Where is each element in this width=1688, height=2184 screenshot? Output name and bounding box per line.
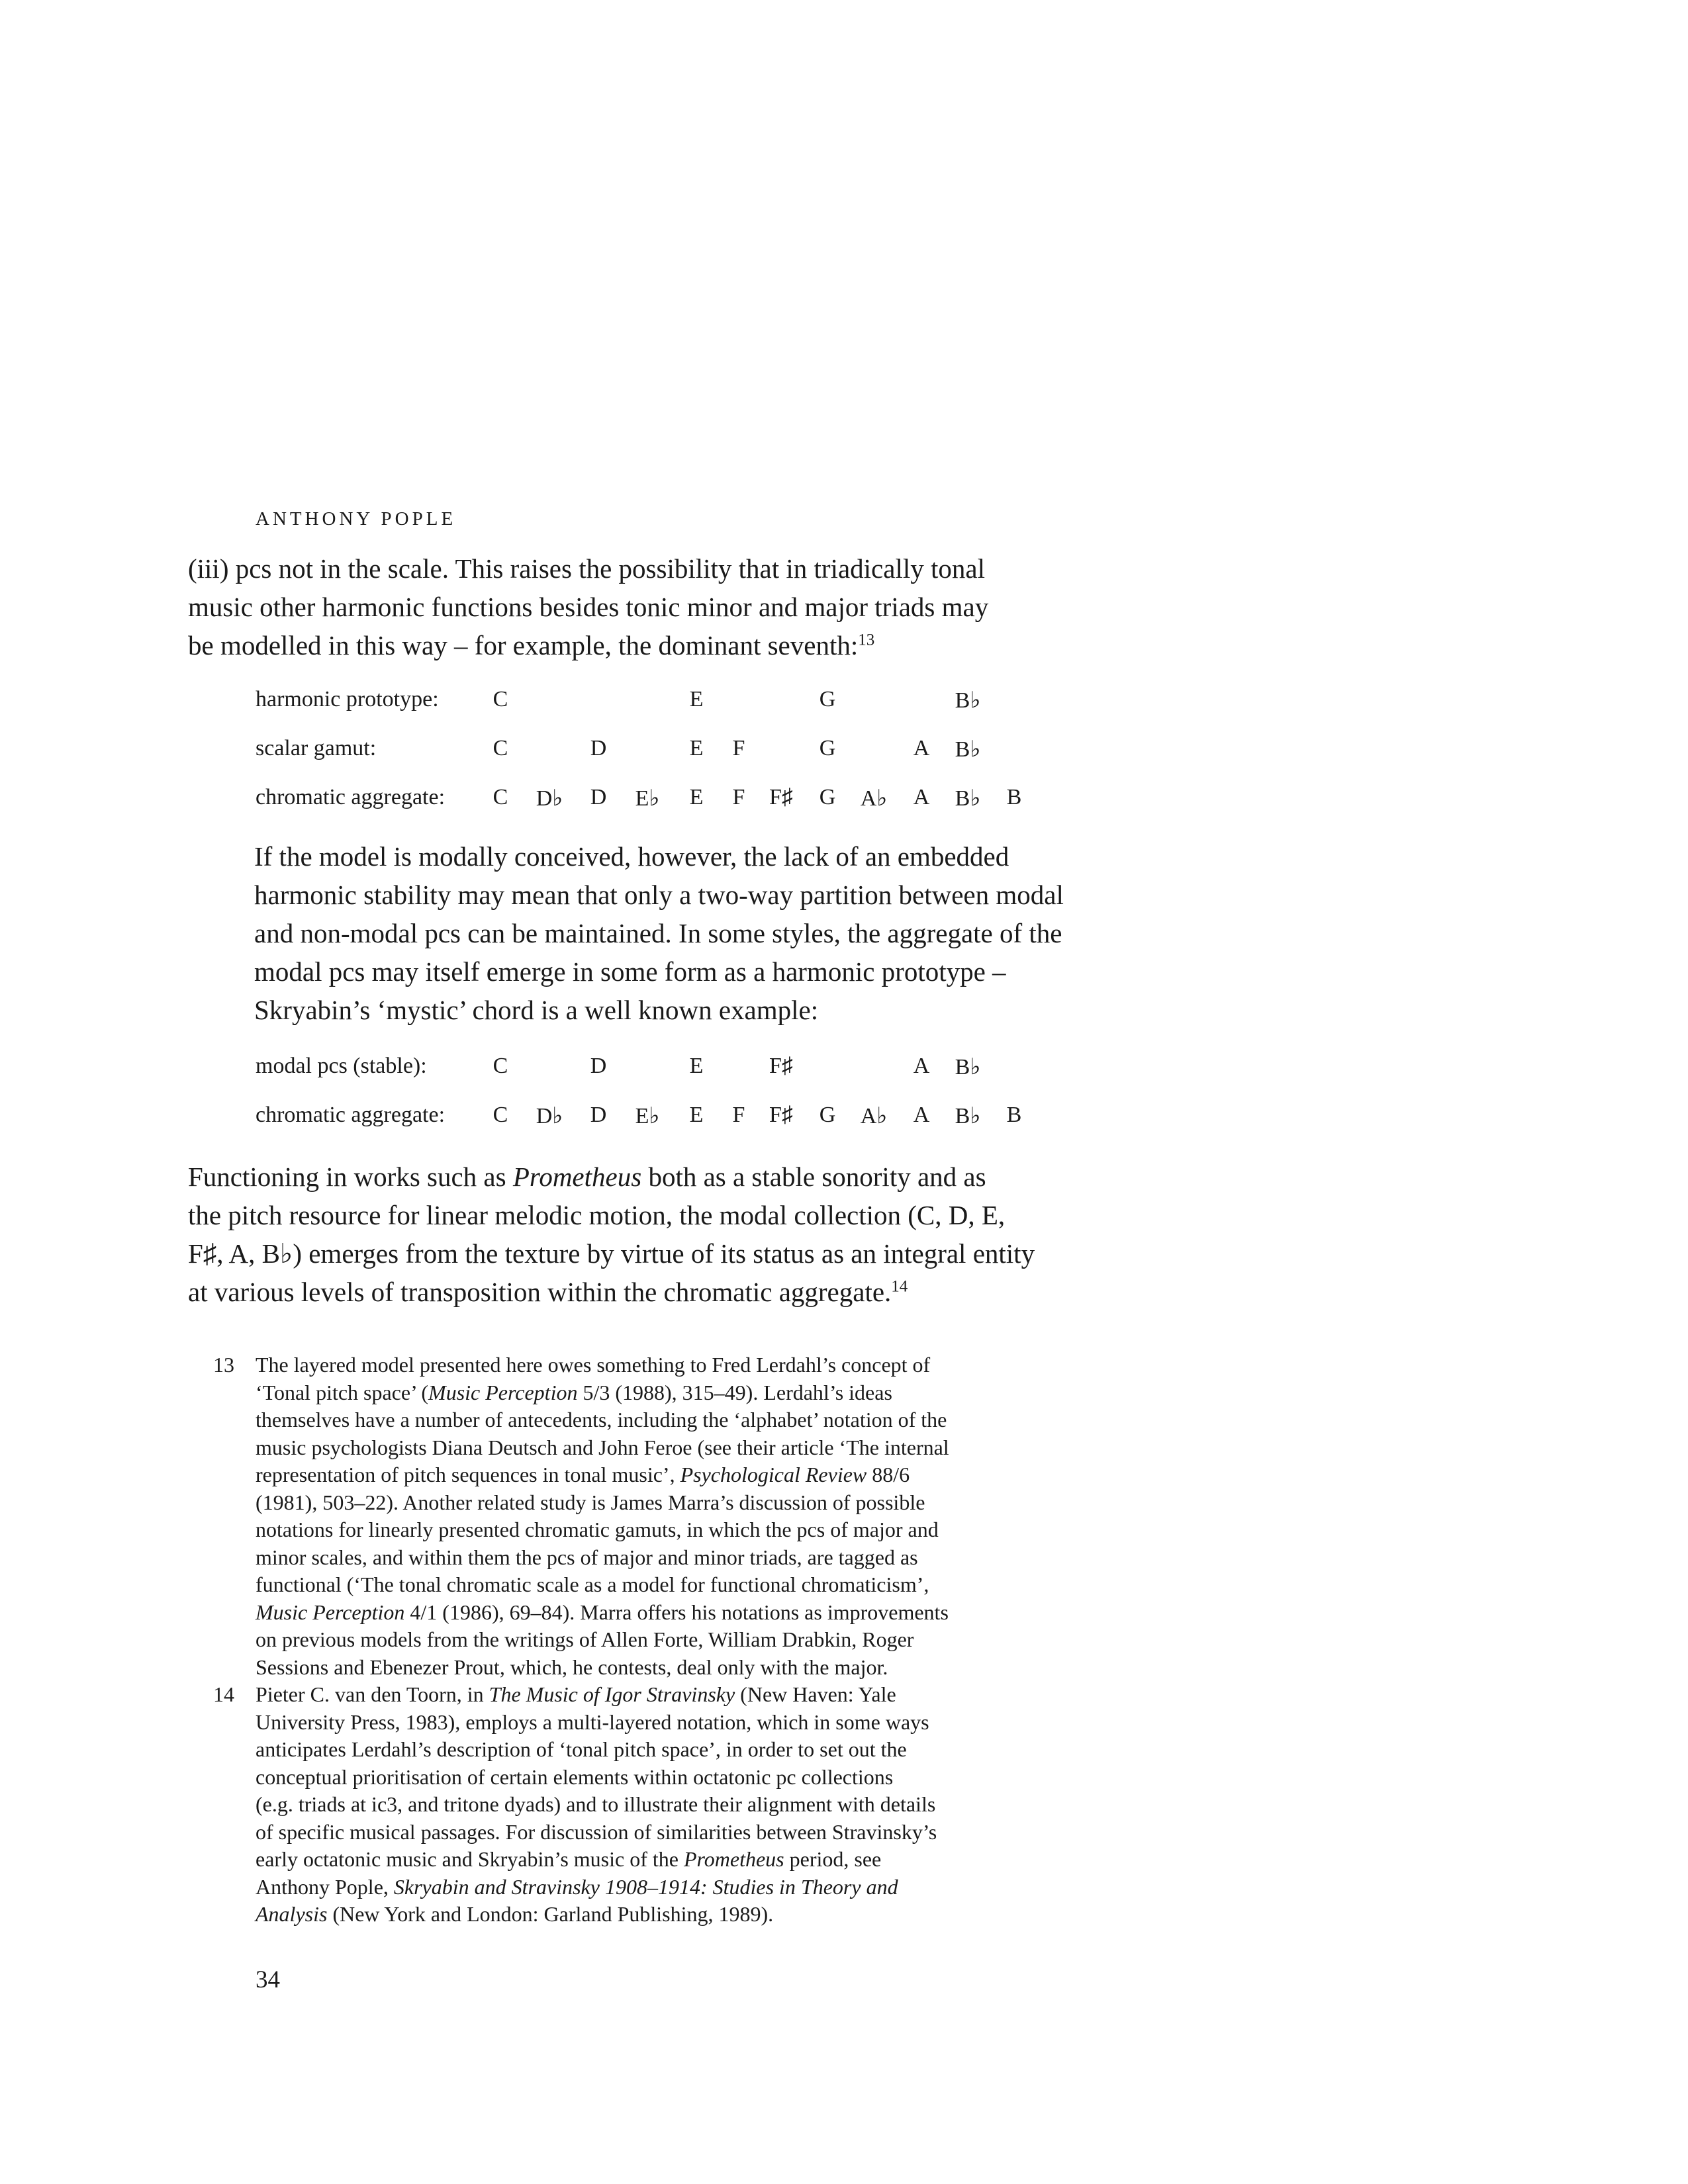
footnote-line: The layered model presented here owes something to Fred Lerdahl’s concept of (256, 1353, 931, 1377)
paragraph-prometheus (188, 1158, 1035, 1311)
pitch-class-cell: E (689, 736, 704, 760)
text-segment: at various levels of transposition within the chromatic aggregate. (188, 1277, 892, 1307)
text-segment: 4/1 (1986), 69–84). Marra offers his notations as improvements (404, 1600, 949, 1624)
text-segment: 5/3 (1988), 315–49). Lerdahl’s ideas (577, 1380, 892, 1404)
text-segment: period, see (784, 1847, 882, 1871)
pitch-class-cell: D♭ (536, 1104, 563, 1128)
text-line: and non-modal pcs can be maintained. In some styles, the aggregate of the (254, 918, 1062, 948)
text-line: modal pcs may itself emerge in some form as a harmonic prototype – (254, 956, 1006, 987)
footnote-ref-13[interactable]: 13 (858, 631, 875, 649)
pitch-class-cell: D♭ (536, 786, 563, 811)
pitch-class-cell: F♯ (769, 1103, 793, 1127)
pitch-class-cell: B♭ (955, 786, 981, 811)
footnote-line: themselves have a number of antecedents, including the ‘alphabet’ notation of the (256, 1408, 947, 1432)
footnote-line (256, 1901, 1034, 1929)
pitch-class-cell: D (590, 736, 607, 760)
pitch-class-cell: A (913, 1054, 930, 1078)
text-line: If the model is modally conceived, however, the lack of an embedded (254, 841, 1009, 872)
footnote-line (256, 1681, 1034, 1709)
pitch-class-cell: C (492, 1103, 508, 1127)
text-line: (iii) pcs not in the scale. This raises the possibility that in triadically tonal (188, 553, 985, 584)
footnote-line (256, 1461, 1034, 1489)
pitch-class-cell: B♭ (955, 1104, 981, 1128)
pitch-class-cell: G (819, 687, 836, 711)
pitch-class-cell: A♭ (860, 786, 888, 811)
text-segment: (New York and London: Garland Publishing, 1989). (327, 1902, 774, 1926)
italic-title: Music Perception (428, 1380, 578, 1404)
text-segment: Pieter C. van den Toorn, in (256, 1682, 489, 1706)
pitch-class-cell: E (689, 1054, 704, 1078)
italic-title: Analysis (256, 1902, 328, 1926)
text-line: harmonic stability may mean that only a two-way partition between modal (254, 880, 1064, 910)
text-line: the pitch resource for linear melodic motion, the modal collection (C, D, E, (188, 1200, 1006, 1230)
pitch-class-cell: F♯ (769, 785, 793, 809)
text-line: F♯, A, B♭) emerges from the texture by virtue of its status as an integral entity (188, 1238, 1035, 1269)
text-segment: Functioning in works such as (188, 1161, 513, 1192)
text-segment: both as a stable sonority and as (641, 1161, 986, 1192)
footnote-line: functional (‘The tonal chromatic scale as a model for functional chromaticism’, (256, 1572, 929, 1596)
text-segment: 88/6 (867, 1463, 910, 1486)
paragraph-intro (188, 549, 1030, 664)
footnote-line (256, 1846, 1034, 1874)
italic-title: Psychological Review (680, 1463, 867, 1486)
pitch-class-cell: C (492, 687, 508, 711)
pitch-class-cell: E (689, 1103, 704, 1127)
pitch-class-cell: D (590, 1054, 607, 1078)
pitch-class-cell: G (819, 785, 836, 809)
footnote-number: 13 (213, 1353, 234, 1377)
pitch-class-cell: A♭ (860, 1104, 888, 1128)
text-segment: representation of pitch sequences in tonal music’, (256, 1463, 680, 1486)
text-segment: early octatonic music and Skryabin’s music of the (256, 1847, 684, 1871)
paragraph-modal (188, 837, 1064, 1029)
text-segment: be modelled in this way – for example, the dominant seventh: (188, 630, 859, 660)
pitch-class-cell: C (492, 736, 508, 760)
pitch-class-cell: A (913, 785, 930, 809)
pitch-class-cell: A (913, 736, 930, 760)
footnote-line (256, 1874, 1034, 1901)
footnote-line: anticipates Lerdahl’s description of ‘tonal pitch space’, in order to set out the (256, 1737, 907, 1761)
pitch-class-cell: F (732, 785, 745, 809)
italic-title: The Music of Igor Stravinsky (489, 1682, 735, 1706)
footnote-ref-14[interactable]: 14 (891, 1277, 908, 1296)
footnote-number: 14 (213, 1682, 234, 1706)
text-line (188, 1273, 1030, 1311)
footnote-line: minor scales, and within them the pcs of major and minor triads, are tagged as (256, 1545, 918, 1569)
italic-title: Prometheus (683, 1847, 784, 1871)
pitch-row-label: modal pcs (stable): (256, 1054, 427, 1078)
footnote-line: (e.g. triads at ic3, and tritone dyads) and to illustrate their alignment with details (256, 1792, 936, 1816)
pitch-row-label: harmonic prototype: (256, 687, 439, 711)
pitch-class-cell: G (819, 1103, 836, 1127)
footnote-line: Sessions and Ebenezer Prout, which, he contests, deal only with the major. (256, 1655, 888, 1679)
pitch-row-label: chromatic aggregate: (256, 1103, 445, 1127)
text-line: Skryabin’s ‘mystic’ chord is a well known example: (254, 995, 819, 1025)
text-line (188, 626, 1030, 664)
pitch-class-cell: B♭ (955, 1055, 981, 1079)
pitch-class-cell: F (732, 736, 745, 760)
footnote-line: music psychologists Diana Deutsch and John Feroe (see their article ‘The internal (256, 1435, 949, 1459)
footnote-line: conceptual prioritisation of certain elements within octatonic pc collections (256, 1764, 894, 1789)
footnote-line: (1981), 503–22). Another related study is James Marra’s discussion of possible (256, 1490, 925, 1514)
text-segment: (New Haven: Yale (735, 1682, 896, 1706)
pitch-class-cell: B♭ (955, 737, 981, 762)
pitch-class-cell: D (590, 1103, 607, 1127)
footnote-line: notations for linearly presented chromatic gamuts, in which the pcs of major and (256, 1518, 939, 1541)
italic-title: Skryabin and Stravinsky 1908–1914: Studies in Theory and (393, 1874, 898, 1899)
footnote-line (256, 1379, 1034, 1407)
pitch-class-cell: C (492, 1054, 508, 1078)
text-segment: ‘Tonal pitch space’ ( (256, 1380, 429, 1404)
footnote-14 (213, 1681, 1034, 1929)
pitch-class-cell: E (689, 785, 704, 809)
footnote-line (256, 1599, 1034, 1627)
pitch-class-cell: D (590, 785, 607, 809)
running-head: ANTHONY POPLE (256, 508, 457, 529)
pitch-class-cell: F♯ (769, 1054, 793, 1078)
pitch-row-label: scalar gamut: (256, 736, 377, 760)
footnote-line: University Press, 1983), employs a multi-layered notation, which in some ways (256, 1709, 929, 1734)
footnotes (213, 1351, 1034, 1929)
footnote-line: on previous models from the writings of Allen Forte, William Drabkin, Roger (256, 1627, 914, 1651)
pitch-class-cell: E (689, 687, 704, 711)
pitch-class-cell: F (732, 1103, 745, 1127)
footnote-13 (213, 1351, 1034, 1681)
pitch-class-cell: B♭ (955, 688, 981, 713)
pitch-class-cell: A (913, 1103, 930, 1127)
pitch-class-cell: C (492, 785, 508, 809)
page-number: 34 (256, 1966, 280, 1993)
pitch-row-label: chromatic aggregate: (256, 785, 445, 809)
italic-title: Prometheus (512, 1161, 642, 1192)
footnote-line: of specific musical passages. For discussion of similarities between Stravinsky’s (256, 1819, 937, 1844)
pitch-class-cell: B (1006, 1103, 1022, 1127)
text-line (188, 1158, 1030, 1196)
pitch-class-cell: G (819, 736, 836, 760)
pitch-class-cell: B (1006, 785, 1022, 809)
italic-title: Music Perception (256, 1600, 405, 1624)
text-line: music other harmonic functions besides tonic minor and major triads may (188, 592, 989, 622)
text-segment: Anthony Pople, (256, 1874, 394, 1899)
pitch-class-cell: E♭ (635, 1104, 660, 1128)
pitch-class-cell: E♭ (635, 786, 660, 811)
